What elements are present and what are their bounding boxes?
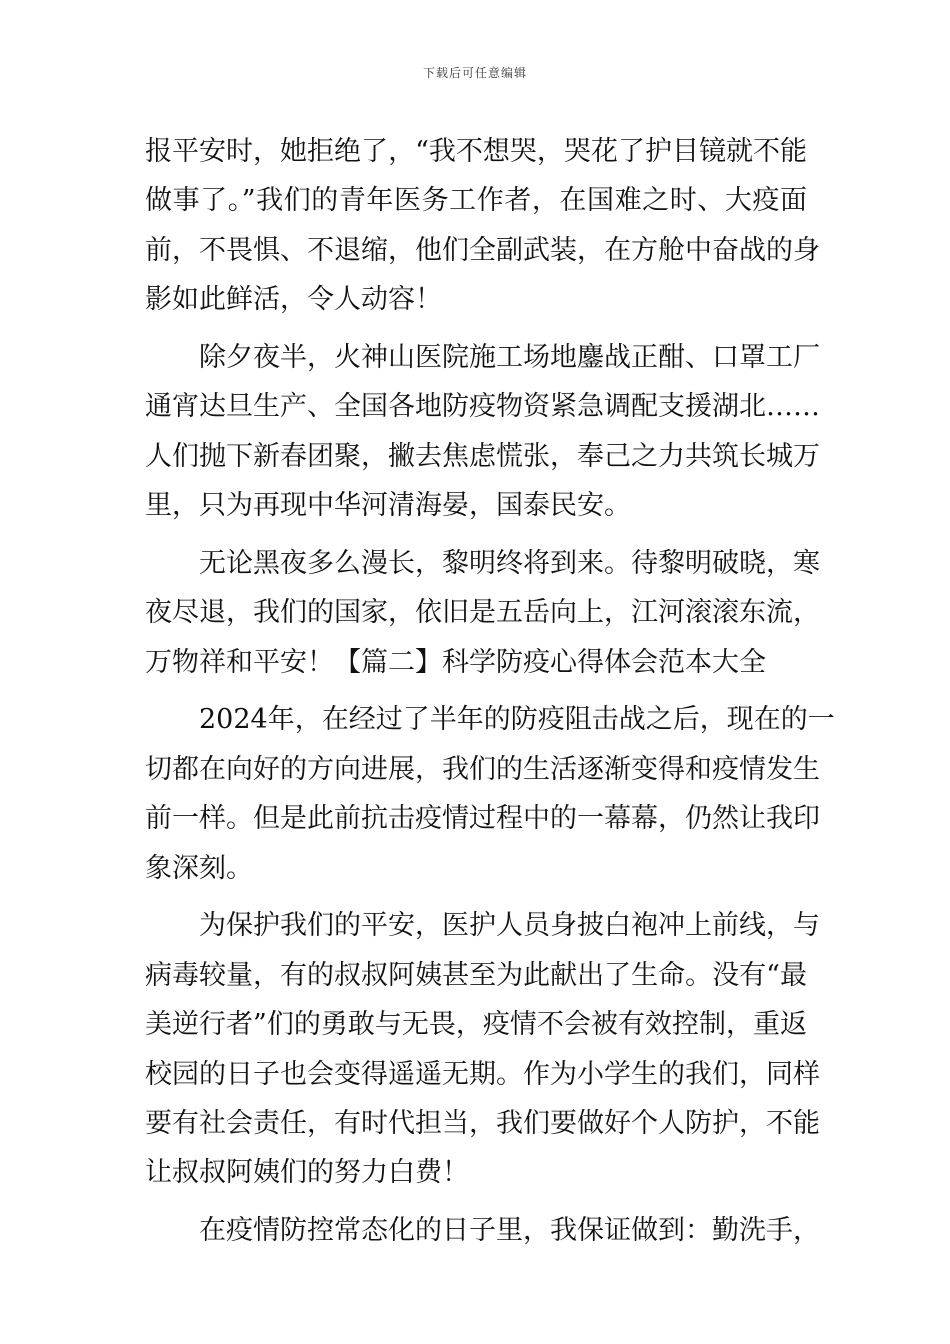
text-line: 象深刻。: [145, 852, 253, 884]
text-line: 让叔叔阿姨们的努力白费！: [145, 1157, 469, 1189]
text-line: 通宵达旦生产、全国各地防疫物资紧急调配支援湖北……: [145, 391, 820, 423]
text-line: 人们抛下新春团聚，撇去焦虑慌张，奉己之力共筑长城万: [145, 440, 820, 472]
text-line: 前，不畏惧、不退缩，他们全副武装，在方舱中奋战的身: [145, 234, 820, 266]
text-line: 美逆行者”们的勇敢与无畏，疫情不会被有效控制，重返: [145, 1009, 807, 1041]
text-line: 为保护我们的平安，医护人员身披白袍冲上前线，与: [145, 910, 820, 942]
text-line: 要有社会责任，有时代担当，我们要做好个人防护，不能: [145, 1107, 820, 1139]
text-line: 报平安时，她拒绝了，“我不想哭，哭花了护目镜就不能: [145, 136, 807, 167]
text-line: 夜尽退，我们的国家，依旧是五岳向上，江河滚滚东流，: [145, 597, 820, 629]
text-line: 除夕夜半，火神山医院施工场地鏖战正酣、口罩工厂: [145, 341, 820, 373]
text-line: 影如此鲜活，令人动容！: [145, 284, 442, 316]
text-line: 在疫情防控常态化的日子里，我保证做到：勤洗手，: [145, 1215, 820, 1247]
text-line: 万物祥和平安！【篇二】科学防疫心得体会范本大全: [145, 646, 766, 678]
text-line: 2024年，在经过了半年的防疫阻击战之后，现在的一: [145, 704, 835, 736]
page-header: 下载后可任意编辑: [422, 66, 527, 80]
text-line: 校园的日子也会变得遥遥无期。作为小学生的我们，同样: [145, 1058, 820, 1090]
text-line: 切都在向好的方向进展，我们的生活逐渐变得和疫情发生: [145, 753, 820, 785]
text-line: 里，只为再现中华河清海晏，国泰民安。: [145, 490, 631, 522]
text-line: 前一样。但是此前抗击疫情过程中的一幕幕，仍然让我印: [145, 803, 820, 835]
text-line: 做事了。”我们的青年医务工作者，在国难之时、大疫面: [145, 185, 807, 217]
document-body: [145, 127, 835, 1256]
text-line: 无论黑夜多么漫长，黎明终将到来。待黎明破晓，寒: [145, 547, 820, 579]
text-line: 病毒较量，有的叔叔阿姨甚至为此献出了生命。没有“最: [145, 959, 807, 991]
